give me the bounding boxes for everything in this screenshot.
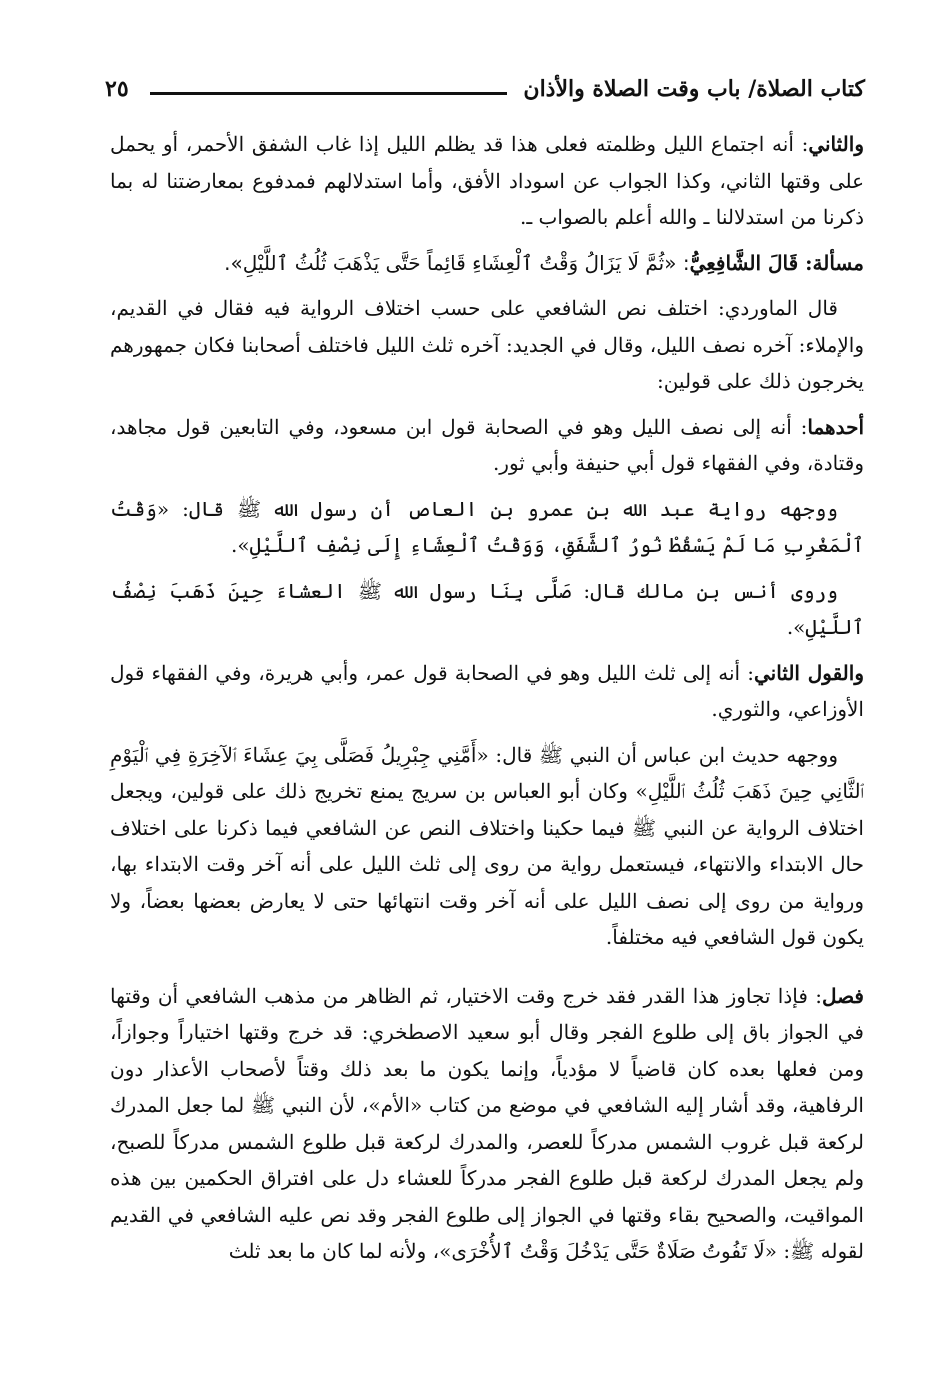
paragraph-text: وروى أنس بن مالك قال: صَلَّى بِنَا رسول الله ﷺ العشاءَ حِينَ ذَهَبَ نِصْفُ ٱللَّيْلِ». — [110, 578, 864, 639]
paragraph — [110, 573, 864, 646]
running-title: كتاب الصلاة/ باب وقت الصلاة والأذان — [523, 76, 865, 102]
question-text: : «ثُمَّ لَا يَزَالُ وَقْتُ ٱلْعِشَاءِ قَائِماً حَتَّى يَذْهَبَ ثُلُثُ ٱللَّيْلِ». — [224, 250, 690, 275]
paragraph — [110, 737, 864, 956]
paragraph — [110, 491, 864, 564]
paragraph — [110, 290, 864, 400]
paragraph-lead: أحدهما — [807, 414, 864, 439]
paragraph-text: : أنه إلى نصف الليل وهو في الصحابة قول ابن مسعود، وفي التابعين قول مجاهد، وقتادة، وفي الفقهاء قول أبي حنيفة وأبي ثور. — [110, 414, 864, 475]
paragraph-question — [110, 245, 864, 282]
paragraph-section — [110, 978, 864, 1270]
paragraph-text: : أنه إلى ثلث الليل وهو في الصحابة قول عمر، وأبي هريرة، وفي الفقهاء قول الأوزاعي، والثوري. — [110, 660, 864, 721]
paragraph-text: : فإذا تجاوز هذا القدر فقد خرج وقت الاختيار، ثم الظاهر من مذهب الشافعي أن وقتها في الجواز باق إلى طلوع الفجر وقال أبو سعيد الاصطخري: قد خرج وقتها اختياراً وجوازاً، ومن فعلها بعده كان قاضياً لا مؤدياً، وإنما يكون ما بعد ذلك وقتاً لأصحاب الأعذار دون الرفاهية، وقد أشار إليه الشافعي في موضع من كتاب «الأم»، لأن النبي ﷺ لما جعل المدرك لركعة قبل غروب الشمس مدركاً للعصر، والمدرك لركعة قبل طلوع الشمس مدركاً للصبح، ولم يجعل المدرك لركعة قبل طلوع الفجر مدركاً للعشاء دل على افتراق الحكمين بين هذه المواقيت، والصحيح بقاء وقتها في الجواز إلى طلوع الفجر وقد نص عليه الشافعي في القديم لقوله ﷺ: «لَا تَفُوتُ صَلَاةٌ حَتَّى يَدْخُلَ وَقْتُ ٱلأُخْرَى»، ولأنه لما كان ما بعد ثلث — [110, 983, 864, 1263]
paragraph-text: : أنه اجتماع الليل وظلمته فعلى هذا قد يظلم الليل إذا غاب الشفق الأحمر، أو يحمل على وقتها الثاني، وكذا الجواب عن اسوداد الأفق، وأما استدلالهم فمدفوع بمعارضتنا له بما ذكرنا من استدلالنا ـ والله أعلم بالصواب ـ. — [110, 132, 865, 229]
section-lead: فصل — [821, 983, 864, 1008]
paragraph-lead: والثاني — [808, 132, 864, 156]
paragraph-text: ووجهه رواية عبد الله بن عمرو بن العاص أن رسول الله ﷺ قال: «وَقْتُ ٱلْمَغْرِبِ مَا لَمْ يَسْقُطْ نُورُ ٱلشَّفَقِ، وَوَقْتُ ٱلْعِشَاءِ إِلَى نِصْفِ ٱللَّيْلِ». — [110, 496, 864, 557]
paragraph-text: ووجهه حديث ابن عباس أن النبي ﷺ قال: «أَمَّنِي جِبْرِيلُ فَصَلَّى بِيَ عِشَاءَ ٱلآخِرَةِ فِي ٱلْيَوْمِ ٱلثَّانِي حِينَ ذَهَبَ ثُلُثُ ٱللَّيْلِ» وكان أبو العباس بن سريج يمنع تخريج ذلك على قولين، ويجعل اختلاف الرواية عن النبي ﷺ فيما حكينا واختلاف النص عن الشافعي فيما ذكرنا على اختلاف حال الابتداء والانتهاء، فيستعمل رواية من روى إلى ثلث الليل على أنه آخر وقت الابتداء بها، ورواية من روى إلى نصف الليل على أنه آخر وقت انتهائها حتى لا يعارض بعضها بعضاً، ولا يكون قول الشافعي فيه مختلفاً. — [110, 742, 864, 949]
question-lead: مسألة: قَالَ الشَّافِعِيُّ — [689, 250, 864, 275]
page-header — [105, 72, 865, 112]
paragraph — [110, 409, 864, 482]
page-body — [110, 126, 864, 1279]
paragraph — [110, 655, 864, 728]
paragraph-text: قال الماوردي: اختلف نص الشافعي على حسب اختلاف الرواية فيه فقال في القديم، والإملاء: آخره نصف الليل، وقال في الجديد: آخره ثلث الليل فاختلف أصحابنا فكان جمهورهم يخرجون ذلك على قولين: — [110, 296, 864, 393]
header-rule — [150, 92, 507, 95]
paragraph-lead: والقول الثاني — [753, 660, 864, 685]
page-number: ٢٥ — [105, 76, 129, 102]
paragraph — [110, 126, 864, 236]
